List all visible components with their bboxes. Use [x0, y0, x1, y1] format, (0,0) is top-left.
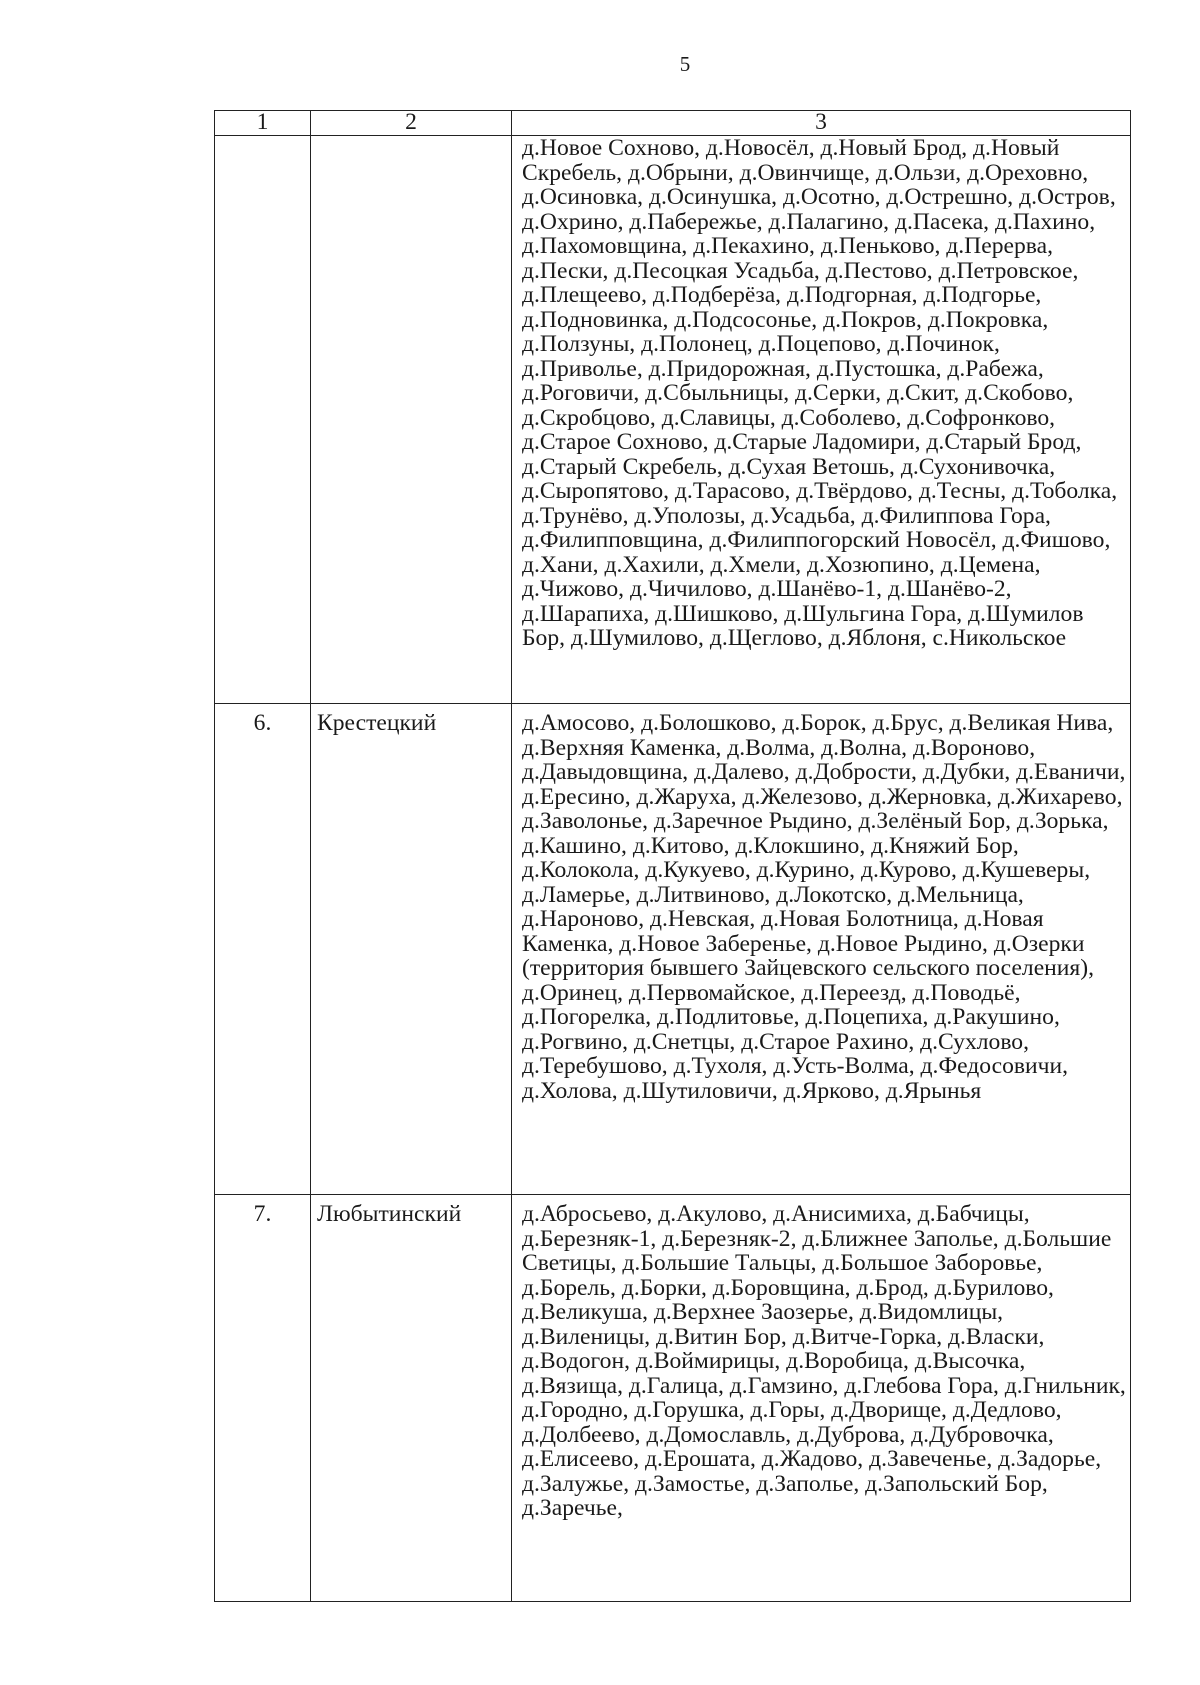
villages-list: д.Абросьево, д.Акулово, д.Анисимиха, д.Бабчицы, д.Березняк-1, д.Березняк-2, д.Ближнее Заполье, д.Большие Светицы, д.Большие Тальцы, д.Большое Заборовье, д.Борель, д.Борки, д.Боровщина, д.Брод, д.Бурилово, д.Великуша, д.Верхнее Заозерье, д.Видомлицы, д.Виленицы, д.Витин Бор, д.Витче-Горка, д.Власки, д.Водогон, д.Воймирицы, д.Воробица, д.Высочка, д.Вязища, д.Галица, д.Гамзино, д.Глебова Гора, д.Гнильник, д.Городно, д.Горушка, д.Горы, д.Дворище, д.Дедлово, д.Долбеево, д.Домославль, д.Дуброва, д.Дубровочка, д.Елисеево, д.Ерошата, д.Жадово, д.Завеченье, д.Задорье, д.Залужье, д.Замостье, д.Заполье, д.Запольский Бор, д.Заречье, — [512, 1195, 1131, 1602]
page-number: 5 — [679, 52, 691, 76]
header-col-2: 2 — [311, 111, 512, 136]
row-number: 6. — [215, 704, 311, 1195]
table-row — [215, 704, 1131, 1195]
table-row — [215, 136, 1131, 704]
row-number — [215, 136, 311, 704]
table-header — [215, 111, 1131, 136]
villages-list: д.Новое Сохново, д.Новосёл, д.Новый Брод, д.Новый Скребель, д.Обрыни, д.Овинчище, д.Ользи, д.Ореховно, д.Осиновка, д.Осинушка, д.Осотно, д.Острешно, д.Остров, д.Охрино, д.Пабережье, д.Палагино, д.Пасека, д.Пахино, д.Пахомовщина, д.Пекахино, д.Пеньково, д.Перерва, д.Пески, д.Песоцкая Усадьба, д.Пестово, д.Петровское, д.Плещеево, д.Подберёза, д.Подгорная, д.Подгорье, д.Подновинка, д.Подсосонье, д.Покров, д.Покровка, д.Ползуны, д.Полонец, д.Поцепово, д.Починок, д.Приволье, д.Придорожная, д.Пустошка, д.Рабежа, д.Роговичи, д.Сбыльницы, д.Серки, д.Скит, д.Скобово, д.Скробцово, д.Славицы, д.Соболево, д.Софронково, д.Старое Сохново, д.Старые Ладомири, д.Старый Брод, д.Старый Скребель, д.Сухая Ветошь, д.Сухонивочка, д.Сыропятово, д.Тарасово, д.Твёрдово, д.Тесны, д.Тоболка, д.Трунёво, д.Уполозы, д.Усадьба, д.Филиппова Гора, д.Филипповщина, д.Филиппогорский Новосёл, д.Фишово, д.Хани, д.Хахили, д.Хмели, д.Хозюпино, д.Цемена, д.Чижово, д.Чичилово, д.Шанёво-1, д.Шанёво-2, д.Шарапиха, д.Шишково, д.Шульгина Гора, д.Шумилов Бор, д.Шумилово, д.Щеглово, д.Яблоня, с.Никольское — [512, 136, 1131, 704]
villages-list: д.Амосово, д.Болошково, д.Борок, д.Брус, д.Великая Нива, д.Верхняя Каменка, д.Волма, д.Волна, д.Вороново, д.Давыдовщина, д.Далево, д.Добрости, д.Дубки, д.Еваничи, д.Ересино, д.Жаруха, д.Железово, д.Жерновка, д.Жихарево, д.Заволонье, д.Заречное Рыдино, д.Зелёный Бор, д.Зорька, д.Кашино, д.Китово, д.Клокшино, д.Княжий Бор, д.Колокола, д.Кукуево, д.Курино, д.Курово, д.Кушеверы, д.Ламерье, д.Литвиново, д.Локотско, д.Мельница, д.Нароново, д.Невская, д.Новая Болотница, д.Новая Каменка, д.Новое Заберенье, д.Новое Рыдино, д.Озерки (территория бывшего Зайцевского сельского поселения), д.Оринец, д.Первомайское, д.Переезд, д.Поводьё, д.Погорелка, д.Подлитовье, д.Поцепиха, д.Ракушино, д.Рогвино, д.Снетцы, д.Старое Рахино, д.Сухлово, д.Теребушово, д.Тухоля, д.Усть-Волма, д.Федосовичи, д.Холова, д.Шутиловичи, д.Ярково, д.Ярынья — [512, 704, 1131, 1195]
header-col-3: 3 — [512, 111, 1131, 136]
district-name — [311, 136, 512, 704]
row-number: 7. — [215, 1195, 311, 1602]
districts-table — [214, 110, 1131, 1602]
header-col-1: 1 — [215, 111, 311, 136]
table-header-row — [215, 111, 1131, 136]
district-name: Крестецкий — [311, 704, 512, 1195]
table-row — [215, 1195, 1131, 1602]
district-name: Любытинский — [311, 1195, 512, 1602]
table-body — [215, 136, 1131, 1602]
